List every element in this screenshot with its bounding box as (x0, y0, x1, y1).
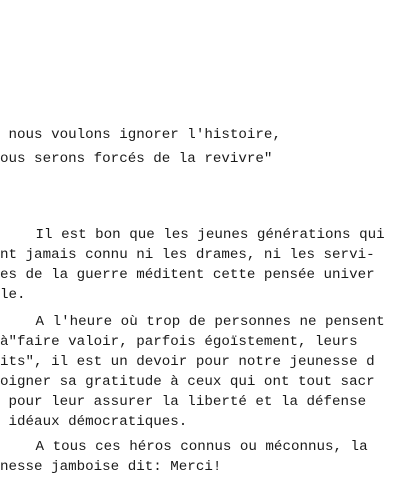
paragraph-2-line-3: its", il est un devoir pour notre jeunesse d (0, 354, 375, 370)
paragraph-2-line-4: oigner sa gratitude à ceux qui ont tout sacr (0, 374, 375, 390)
paragraph-2-line-6: idéaux démocratiques. (0, 414, 188, 430)
paragraph-3-line-1: A tous ces héros connus ou méconnus, la (10, 439, 368, 455)
paragraph-2-line-5: pour leur assurer la liberté et la défense (0, 394, 367, 410)
paragraph-1-line-3: es de la guerre méditent cette pensée univer (0, 267, 375, 283)
paragraph-2-line-1: A l'heure où trop de personnes ne pensent (10, 314, 385, 330)
quote-line-1: nous voulons ignorer l'histoire, (0, 127, 281, 143)
paragraph-2-line-2: à"faire valoir, parfois égoïstement, leurs (0, 334, 358, 350)
paragraph-1-line-4: le. (0, 287, 26, 303)
paragraph-1-line-2: nt jamais connu ni les drames, ni les servi- (0, 247, 375, 263)
quote-line-2: ous serons forcés de la revivre" (0, 151, 273, 167)
paragraph-1-line-1: Il est bon que les jeunes générations qui (10, 227, 385, 243)
paragraph-3-line-2: nesse jamboise dit: Merci! (0, 459, 222, 475)
